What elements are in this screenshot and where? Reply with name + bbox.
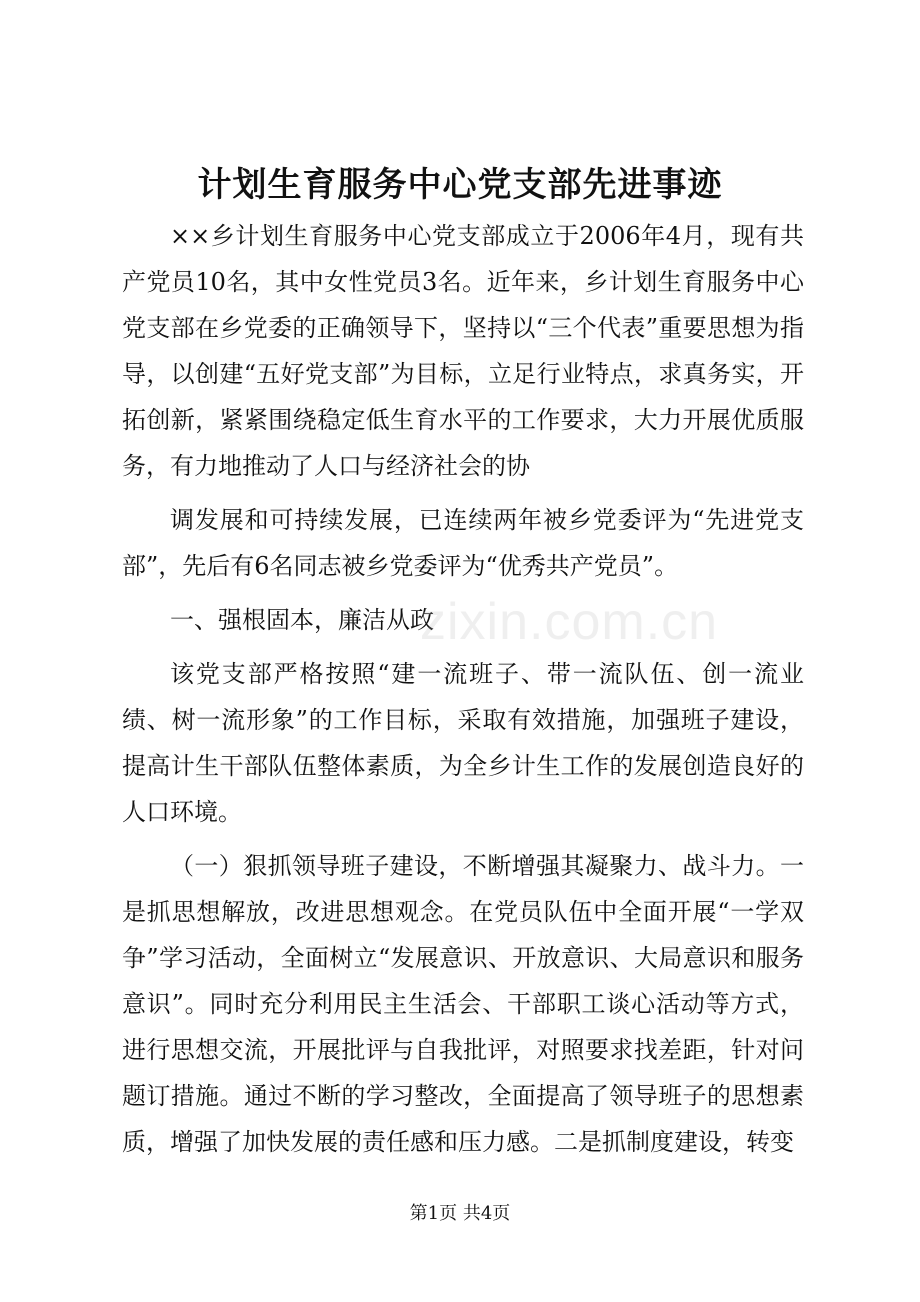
paragraph-section-1: 该党支部严格按照“建一流班子、带一流队伍、创一流业绩、树一流形象”的工作目标，采取有效措施，加强班子建设，提高计生干部队伍整体素质，为全乡计生工作的发展创造良好的人口环境。 — [122, 660, 804, 826]
paragraph-gap — [122, 589, 804, 597]
paragraph-intro-continued: 调发展和可持续发展，已连续两年被乡党委评为“先进党支部”，先后有6名同志被乡党委评为“优秀共产党员”。 — [122, 506, 804, 580]
section-heading-1: 一、强根固本，廉洁从政 — [170, 606, 434, 634]
document-body — [122, 213, 804, 1165]
paragraph-gap — [122, 835, 804, 843]
paragraph-gap — [122, 643, 804, 651]
paragraph-intro: ××乡计划生育服务中心党支部成立于2006年4月，现有共产党员10名，其中女性党员3名。近年来，乡计划生育服务中心党支部在乡党委的正确领导下，坚持以“三个代表”重要思想为指导，以创建“五好党支部”为目标，立足行业特点，求真务实，开拓创新，紧紧围绕稳定低生育水平的工作要求，大力开展优质服务，有力地推动了人口与经济社会的协 — [122, 222, 804, 480]
paragraph-subsection-1: （一）狠抓领导班子建设，不断增强其凝聚力、战斗力。一是抓思想解放，改进思想观念。在党员队伍中全面开展“一学双争”学习活动，全面树立“发展意识、开放意识、大局意识和服务意识”。同时充分利用民主生活会、干部职工谈心活动等方式，进行思想交流，开展批评与自我批评，对照要求找差距，针对问题订措施。通过不断的学习整改，全面提高了领导班子的思想素质，增强了加快发展的责任感和压力感。二是抓制度建设，转变 — [122, 852, 804, 1156]
page-footer: 第1页 共4页 — [409, 1203, 511, 1224]
document-title: 计划生育服务中心党支部先进事迹 — [197, 165, 723, 205]
paragraph-gap — [122, 489, 804, 497]
site-watermark: zixin.com.cn — [420, 593, 719, 651]
